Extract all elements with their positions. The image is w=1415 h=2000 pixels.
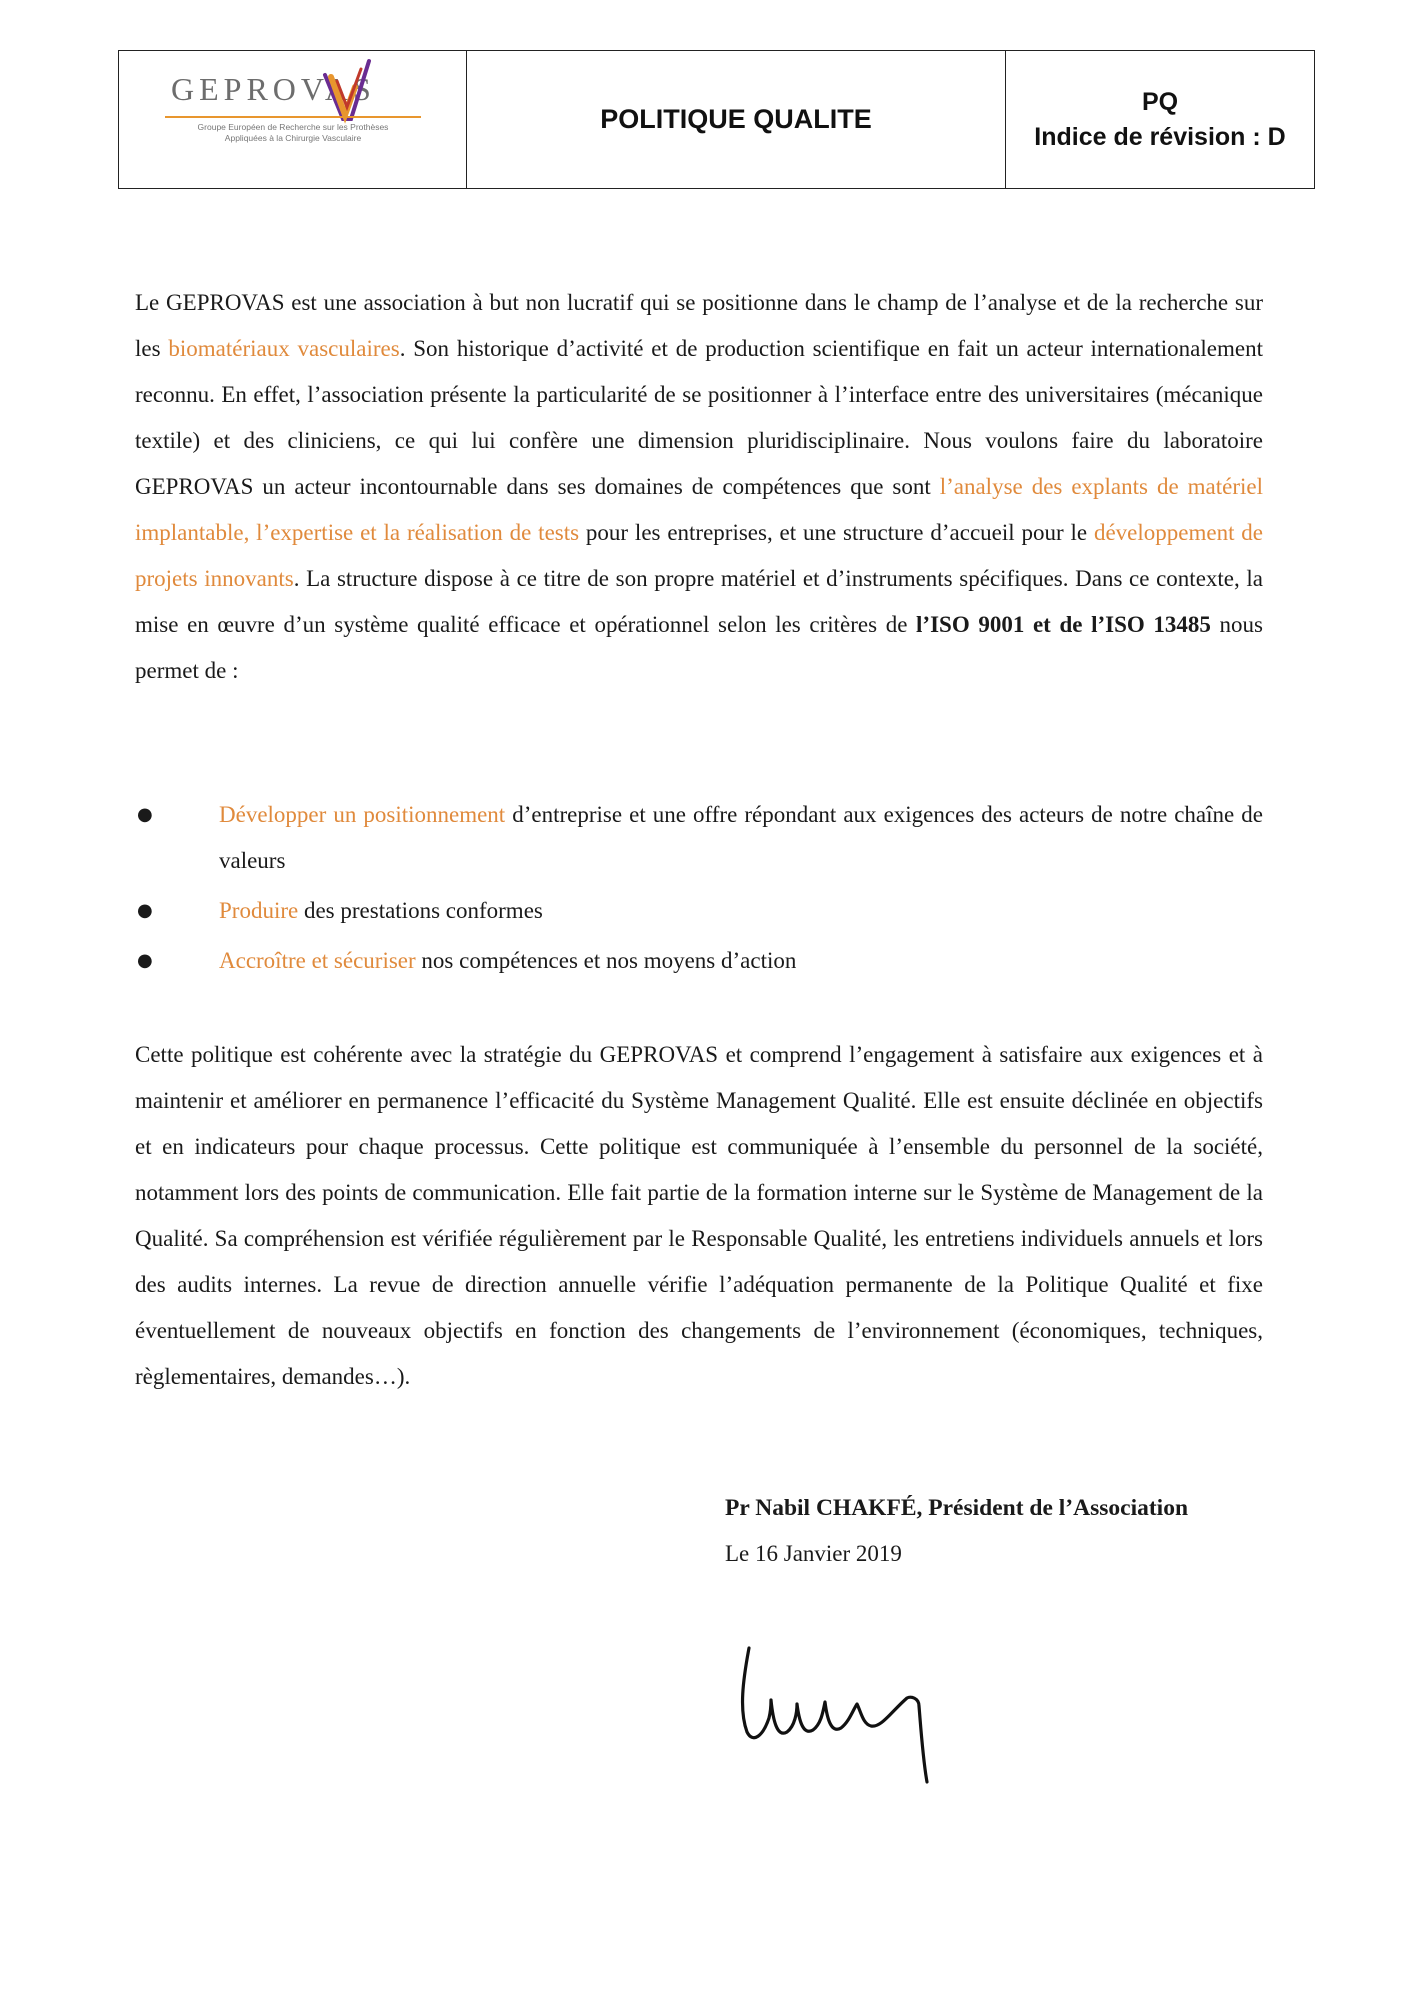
highlight-biomaterials: biomatériaux vasculaires (168, 336, 400, 361)
handwritten-signature (735, 1640, 955, 1800)
bullet-highlight: Développer un positionnement (219, 802, 506, 827)
reference-code: PQ (1141, 87, 1179, 116)
document-reference (1006, 51, 1314, 188)
intro-text-5: nous permet de : (135, 612, 1264, 683)
geprovas-logo (119, 51, 466, 188)
list-item (135, 938, 1263, 984)
logo-underline (165, 116, 421, 118)
intro-text-1: Le GEPROVAS est une association à but non lucratif qui se positionne dans le champ de l’analyse et de la recherche sur les (135, 290, 1263, 361)
logo-tagline-line-2: Appliquées à la Chirurgie Vasculaire (224, 133, 362, 143)
document-title: POLITIQUE QUALITE (467, 51, 1006, 188)
intro-text-2: . Son historique d’activité et de production scientifique en fait un acteur internationalement reconnu. En effet, l’association présente la particularité de se positionner à l’interface entre des universitaires (mécanique textile) et des cliniciens, ce qui lui confère une dimension pluridisciplinaire. Nous voulons faire du laboratoire GEPROVAS un acteur incontournable dans ses domaines de compétences que sont (135, 336, 1263, 499)
logo-cell (119, 51, 467, 188)
logo-tagline (165, 122, 421, 144)
bullet-highlight: Accroître et sécuriser (219, 948, 416, 973)
bullet-icon: ● (137, 900, 153, 921)
intro-text-4: . La structure dispose à ce titre de son propre matériel et d’instruments spécifiques. Dans ce contexte, la mise en œuvre d’un système qualité efficace et opérationnel selon les critères de (135, 566, 1263, 637)
document-header (118, 50, 1315, 189)
bullet-text: nos compétences et nos moyens d’action (415, 948, 797, 973)
signature-date: Le 16 Janvier 2019 (725, 1541, 902, 1566)
bullet-text: des prestations conformes (298, 898, 543, 923)
revision-index: Indice de révision : D (1034, 122, 1286, 151)
bullet-highlight: Produire (219, 898, 299, 923)
logo-tagline-line-1: Groupe Européen de Recherche sur les Prothèses (197, 122, 389, 132)
logo-wordmark: GEPROVAS (171, 71, 376, 107)
highlight-innovation: développement de projets innovants (135, 520, 1264, 591)
list-item (135, 792, 1263, 884)
bullet-icon: ● (137, 804, 153, 825)
policy-paragraph: Cette politique est cohérente avec la stratégie du GEPROVAS et comprend l’engagement à satisfaire aux exigences et à maintenir et améliorer en permanence l’efficacité du Système Management Qualité. Elle est ensuite déclinée en objectifs et en indicateurs pour chaque processus. Cette politique est communiquée à l’ensemble du personnel de la société, notamment lors des points de communication. Elle fait partie de la formation interne sur le Système de Management de la Qualité. Sa compréhension est vérifiée régulièrement par le Responsable Qualité, les entretiens individuels annuels et lors des audits internes. La revue de direction annuelle vérifie l’adéquation permanente de la Politique Qualité et fixe éventuellement de nouveaux objectifs en fonction des changements de l’environnement (économiques, techniques, règlementaires, demandes…). (135, 1042, 1263, 1389)
iso-standards: l’ISO 9001 et de l’ISO 13485 (916, 612, 1211, 637)
intro-text-3: pour les entreprises, et une structure d’accueil pour le (579, 520, 1094, 545)
highlight-analysis-expertise: l’analyse des explants de matériel implantable, l’expertise et la réalisation de tests (135, 474, 1263, 545)
intro-paragraph (135, 280, 1263, 694)
bullet-text: d’entreprise et une offre répondant aux exigences des acteurs de notre chaîne de valeurs (219, 802, 1263, 873)
signatory-name: Pr Nabil CHAKFÉ, Président de l’Association (725, 1495, 1189, 1521)
bullet-icon: ● (137, 950, 153, 971)
objectives-list (135, 792, 1263, 988)
list-item (135, 888, 1263, 934)
